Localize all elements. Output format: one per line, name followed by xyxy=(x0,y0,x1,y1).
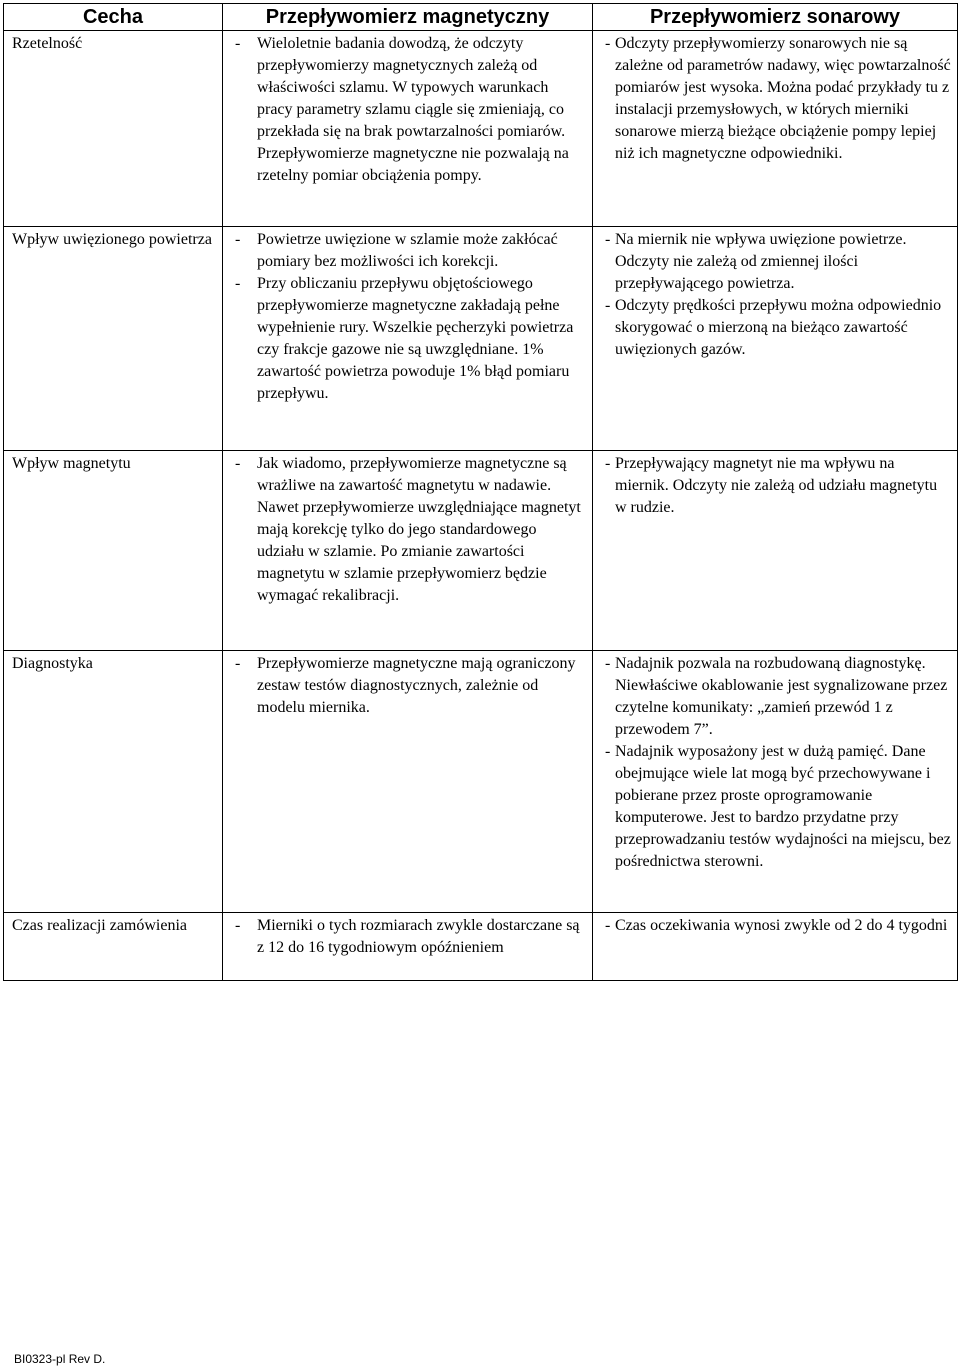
magnetic-bullet-text: Wieloletnie badania dowodzą, że odczyty przepływomierzy magnetycznych zależą od właściwości szlamu. W typowych warunkach pracy parametry szlamu ciągle się zmieniają, co przekłada się na brak powtarzalności pomiarów. Przepływomierze magnetyczne nie pozwalają na rzetelny pomiar obciążenia pompy. xyxy=(257,35,569,184)
sonar-bullet-item xyxy=(593,33,957,165)
dash-bullet-icon: - xyxy=(235,275,241,292)
dash-bullet-icon: - xyxy=(235,455,241,472)
document-footer: BI0323-pl Rev D. xyxy=(14,1352,106,1366)
feature-label: Czas realizacji zamówienia xyxy=(12,917,188,934)
feature-label: Wpływ uwięzionego powietrza xyxy=(12,231,212,248)
table-row xyxy=(4,651,958,913)
header-feature: Cecha xyxy=(4,4,223,31)
sonar-cell xyxy=(593,913,958,981)
dash-bullet-icon: - xyxy=(235,35,241,52)
table-row xyxy=(4,913,958,981)
table-header-row xyxy=(4,4,958,31)
dash-bullet-icon: - xyxy=(235,655,241,672)
sonar-bullet-text: Nadajnik wyposażony jest w dużą pamięć. Dane obejmujące wiele lat mogą być przechowywane i pobierane przez proste oprogramowanie komputerowe. Jest to bardzo przydatne przy przeprowadzaniu testów wydajności na miejscu, bez pośrednictwa sterowni. xyxy=(615,743,951,870)
dash-bullet-icon: - xyxy=(605,743,611,760)
dash-bullet-icon: - xyxy=(605,35,611,52)
magnetic-cell xyxy=(223,227,593,451)
sonar-bullet-item xyxy=(593,915,957,937)
magnetic-cell xyxy=(223,451,593,651)
dash-bullet-icon: - xyxy=(605,231,611,248)
dash-bullet-icon: - xyxy=(605,297,611,314)
sonar-cell xyxy=(593,451,958,651)
table-row xyxy=(4,31,958,227)
magnetic-bullet-item xyxy=(223,273,592,405)
feature-label: Wpływ magnetytu xyxy=(12,455,131,472)
magnetic-cell xyxy=(223,651,593,913)
table-row xyxy=(4,451,958,651)
magnetic-bullet-item xyxy=(223,453,592,607)
sonar-bullet-item xyxy=(593,653,957,741)
sonar-bullet-text: Odczyty prędkości przepływu można odpowiednio skorygować o mierzoną na bieżąco zawartość uwięzionych gazów. xyxy=(615,297,942,358)
document-page xyxy=(3,3,957,1341)
magnetic-bullet-text: Przy obliczaniu przepływu objętościowego przepływomierze magnetyczne zakładają pełne wypełnienie rury. Wszelkie pęcherzyki powietrza czy frakcje gazowe nie są uwzględniane. 1% zawartość powietrza powoduje 1% błąd pomiaru przepływu. xyxy=(257,275,574,402)
magnetic-bullet-item xyxy=(223,653,592,719)
feature-cell xyxy=(4,31,223,227)
feature-cell xyxy=(4,451,223,651)
dash-bullet-icon: - xyxy=(605,455,611,472)
magnetic-bullet-text: Przepływomierze magnetyczne mają ograniczony zestaw testów diagnostycznych, zależnie od modelu miernika. xyxy=(257,655,576,716)
feature-label: Rzetelność xyxy=(12,35,83,52)
magnetic-cell xyxy=(223,913,593,981)
sonar-bullet-text: Odczyty przepływomierzy sonarowych nie są zależne od parametrów nadawy, więc powtarzalność pomiarów jest wysoka. Można podać przykłady tu z instalacji przemysłowych, w których mierniki sonarowe mierzą bieżące obciążenie pompy lepiej niż ich magnetyczne odpowiedniki. xyxy=(615,35,951,162)
sonar-cell xyxy=(593,227,958,451)
magnetic-cell xyxy=(223,31,593,227)
feature-cell xyxy=(4,651,223,913)
comparison-table xyxy=(3,3,958,981)
magnetic-bullet-item xyxy=(223,229,592,273)
sonar-cell xyxy=(593,651,958,913)
sonar-bullet-text: Nadajnik pozwala na rozbudowaną diagnostykę. Niewłaściwe okablowanie jest sygnalizowane przez czytelne komunikaty: „zamień przewód 1 z przewodem 7”. xyxy=(615,655,948,738)
sonar-bullet-text: Na miernik nie wpływa uwięzione powietrze. Odczyty nie zależą od zmiennej ilości przepływającego powietrza. xyxy=(615,231,907,292)
sonar-bullet-text: Czas oczekiwania wynosi zwykle od 2 do 4 tygodni xyxy=(615,917,948,934)
sonar-bullet-text: Przepływający magnetyt nie ma wpływu na miernik. Odczyty nie zależą od udziału magnetytu w rudzie. xyxy=(615,455,938,516)
sonar-bullet-item xyxy=(593,453,957,519)
dash-bullet-icon: - xyxy=(605,917,611,934)
magnetic-bullet-item xyxy=(223,33,592,187)
sonar-bullet-item xyxy=(593,229,957,295)
sonar-cell xyxy=(593,31,958,227)
feature-cell xyxy=(4,227,223,451)
magnetic-bullet-text: Jak wiadomo, przepływomierze magnetyczne są wrażliwe na zawartość magnetytu w nadawie. Nawet przepływomierze uwzględniające magnetyt mają korekcję tylko do jego standardowego udziału w szlamie. Po zmianie zawartości magnetytu w szlamie przepływomierz będzie wymagać rekalibracji. xyxy=(257,455,581,604)
header-magnetic: Przepływomierz magnetyczny xyxy=(223,4,593,31)
feature-cell xyxy=(4,913,223,981)
sonar-bullet-item xyxy=(593,741,957,873)
header-sonar: Przepływomierz sonarowy xyxy=(593,4,958,31)
magnetic-bullet-item xyxy=(223,915,592,959)
sonar-bullet-item xyxy=(593,295,957,361)
feature-label: Diagnostyka xyxy=(12,655,93,672)
magnetic-bullet-text: Powietrze uwięzione w szlamie może zakłócać pomiary bez możliwości ich korekcji. xyxy=(257,231,558,270)
dash-bullet-icon: - xyxy=(235,917,241,934)
table-row xyxy=(4,227,958,451)
dash-bullet-icon: - xyxy=(235,231,241,248)
dash-bullet-icon: - xyxy=(605,655,611,672)
magnetic-bullet-text: Mierniki o tych rozmiarach zwykle dostarczane są z 12 do 16 tygodniowym opóźnieniem xyxy=(257,917,580,956)
